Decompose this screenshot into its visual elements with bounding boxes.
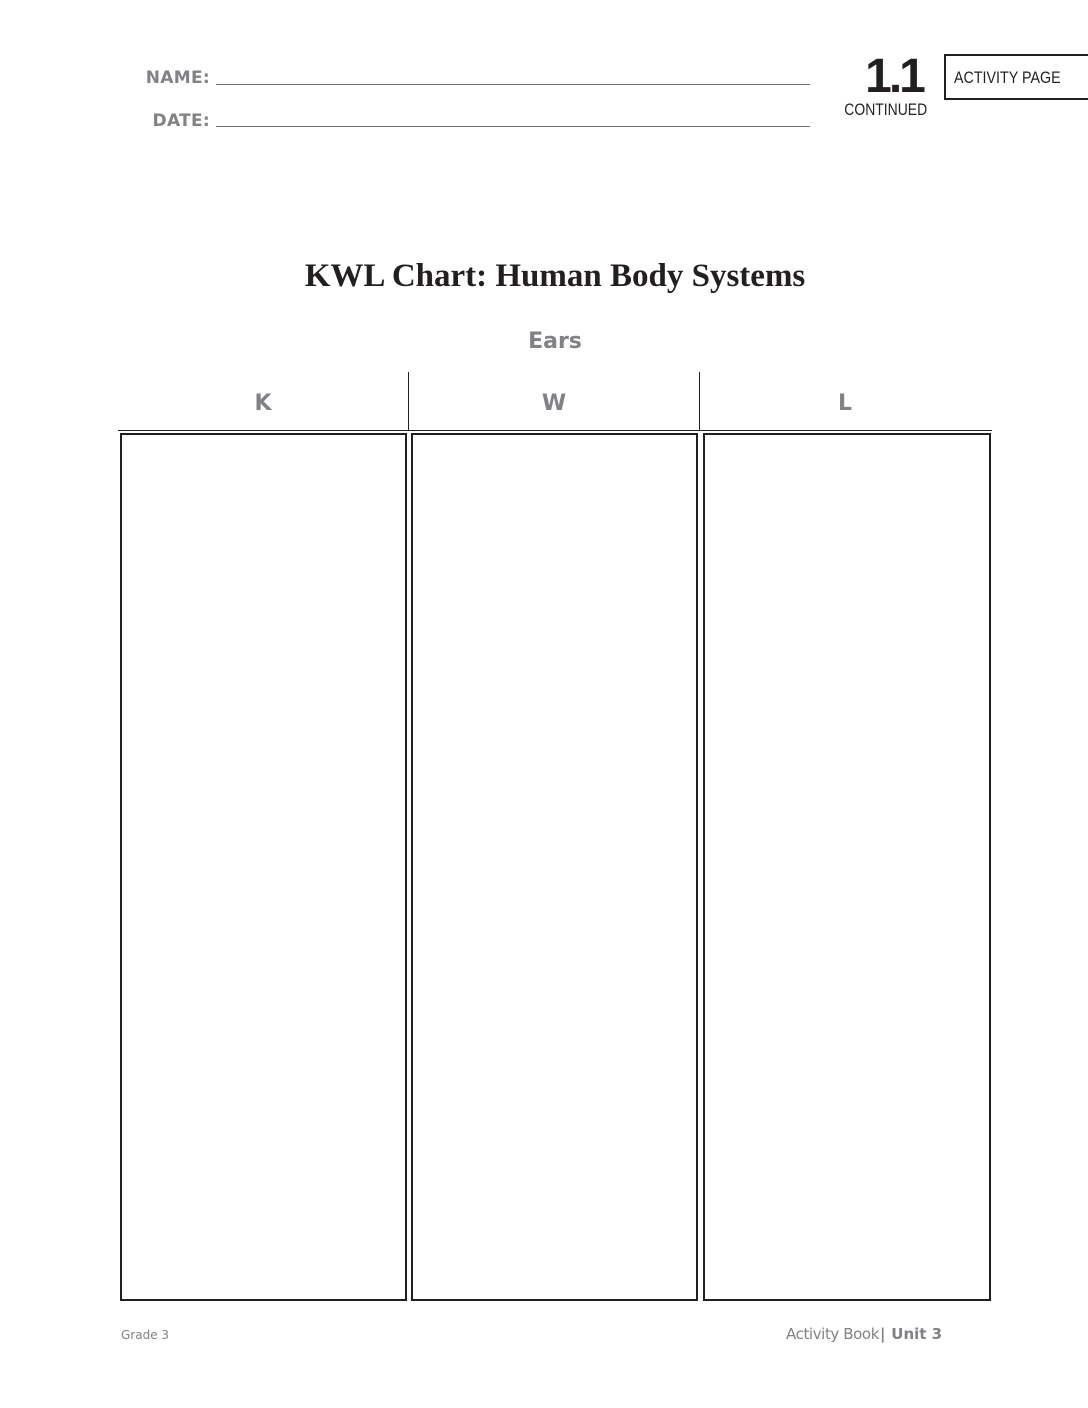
footer-separator: | bbox=[880, 1325, 886, 1343]
activity-page-label: ACTIVITY PAGE bbox=[954, 68, 1061, 87]
page-title: KWL Chart: Human Body Systems bbox=[304, 258, 806, 294]
footer-unit: Unit 3 bbox=[891, 1325, 943, 1343]
activity-number: 1.1 bbox=[865, 50, 923, 103]
continued-label: CONTINUED bbox=[844, 100, 928, 119]
date-label: DATE: bbox=[152, 111, 210, 131]
date-line[interactable] bbox=[216, 126, 810, 127]
page-subtitle: Ears bbox=[528, 329, 582, 354]
kwl-header-divider bbox=[699, 372, 700, 430]
name-label: NAME: bbox=[145, 68, 210, 88]
footer-grade: Grade 3 bbox=[121, 1328, 170, 1342]
footer-book: Activity Book bbox=[786, 1325, 879, 1343]
kwl-cell-k[interactable] bbox=[120, 433, 407, 1301]
footer-book-info bbox=[786, 1324, 942, 1344]
kwl-header-l: L bbox=[837, 391, 853, 416]
kwl-cell-l[interactable] bbox=[703, 433, 991, 1301]
kwl-header-w: W bbox=[541, 391, 567, 416]
kwl-cell-w[interactable] bbox=[411, 433, 698, 1301]
kwl-header-k: K bbox=[254, 391, 272, 416]
activity-page-box bbox=[944, 54, 1088, 100]
kwl-header-divider bbox=[408, 372, 409, 430]
kwl-header-rule bbox=[118, 430, 992, 431]
name-line[interactable] bbox=[216, 84, 810, 85]
